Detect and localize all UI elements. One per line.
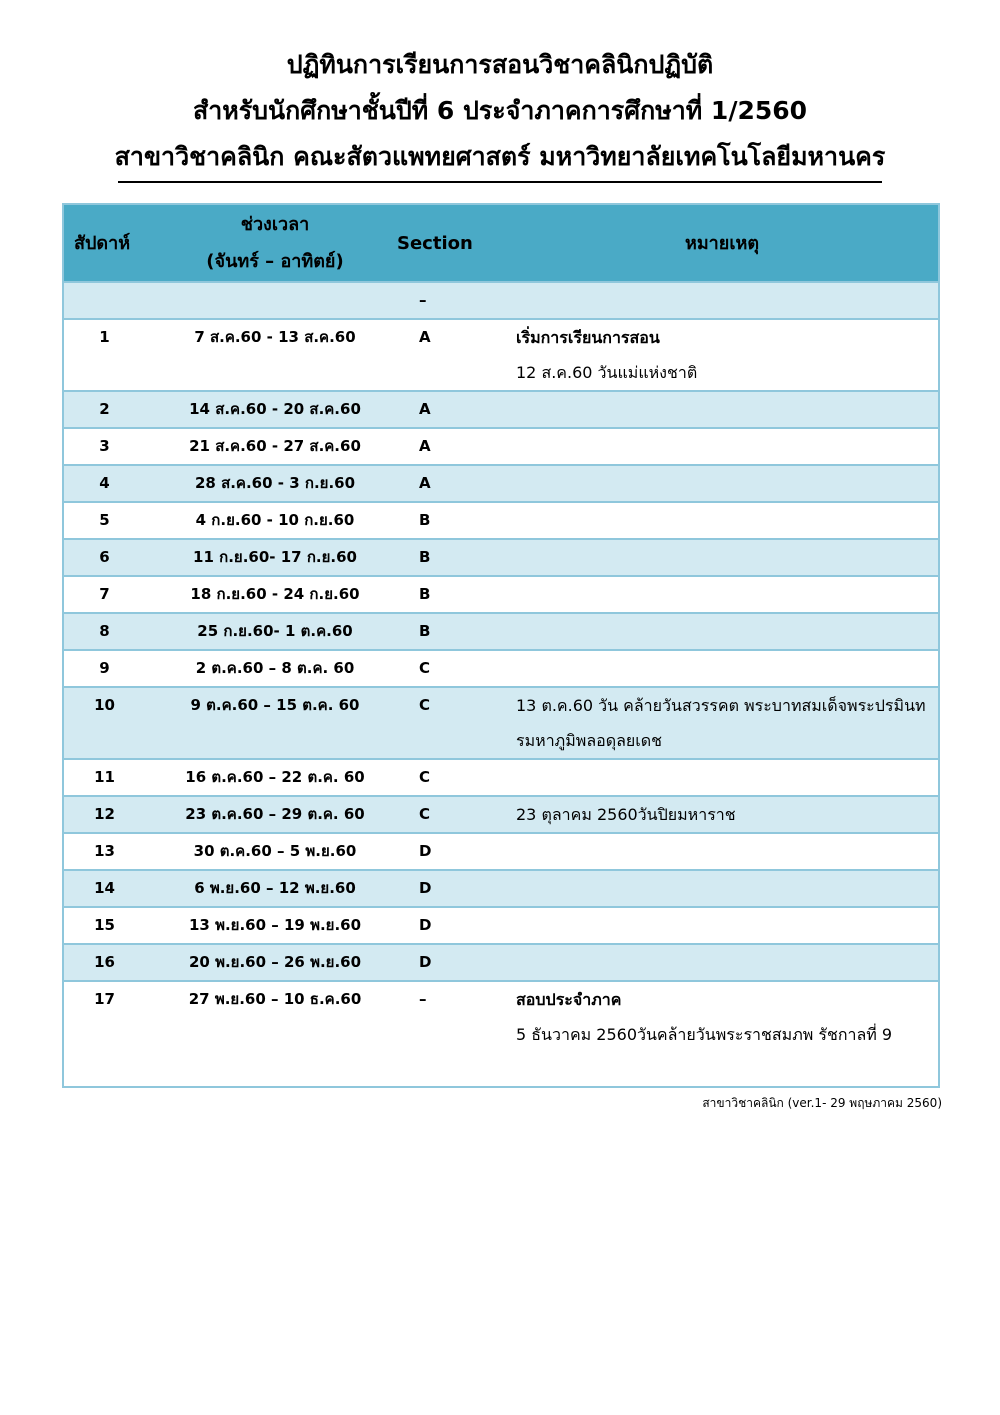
document-header [0, 42, 1000, 180]
section-cell: – [391, 981, 506, 1087]
section-cell: D [391, 907, 506, 944]
week-cell: 6 [63, 539, 159, 576]
week-cell: 17 [63, 981, 159, 1087]
note-cell [506, 907, 939, 944]
date-range-cell: 6 พ.ย.60 – 12 พ.ย.60 [159, 870, 391, 907]
col-range-header-line2: (จันทร์ – อาทิตย์) [206, 251, 344, 272]
date-range-cell: 18 ก.ย.60 - 24 ก.ย.60 [159, 576, 391, 613]
date-range-cell: 9 ต.ค.60 – 15 ต.ค. 60 [159, 687, 391, 759]
date-range-cell: 4 ก.ย.60 - 10 ก.ย.60 [159, 502, 391, 539]
section-cell: A [391, 391, 506, 428]
section-cell: C [391, 650, 506, 687]
note-heading: เริ่มการเรียนการสอน [516, 328, 660, 347]
date-range-cell: 30 ต.ค.60 – 5 พ.ย.60 [159, 833, 391, 870]
table-row [63, 539, 939, 576]
section-cell: A [391, 428, 506, 465]
note-cell [506, 833, 939, 870]
schedule-table [62, 203, 940, 1088]
blank-row [63, 282, 939, 319]
week-cell: 4 [63, 465, 159, 502]
note-cell [506, 759, 939, 796]
week-cell: 15 [63, 907, 159, 944]
date-range-cell: 25 ก.ย.60- 1 ต.ค.60 [159, 613, 391, 650]
week-cell: 11 [63, 759, 159, 796]
note-cell [506, 944, 939, 981]
date-range-cell: 16 ต.ค.60 – 22 ต.ค. 60 [159, 759, 391, 796]
week-cell: 5 [63, 502, 159, 539]
table-row [63, 319, 939, 391]
date-range-cell: 23 ต.ค.60 – 29 ต.ค. 60 [159, 796, 391, 833]
title-divider [118, 181, 882, 183]
section-cell: C [391, 759, 506, 796]
date-range-cell: 11 ก.ย.60- 17 ก.ย.60 [159, 539, 391, 576]
col-range-header-line1: ช่วงเวลา [240, 214, 310, 235]
note-cell [506, 870, 939, 907]
table-row [63, 465, 939, 502]
date-range-cell: 20 พ.ย.60 – 26 พ.ย.60 [159, 944, 391, 981]
note-cell [506, 981, 939, 1087]
note-cell [506, 613, 939, 650]
week-cell: 14 [63, 870, 159, 907]
note-cell [506, 319, 939, 391]
table-row [63, 796, 939, 833]
table-header-row [63, 204, 939, 282]
note-text: 23 ตุลาคม 2560วันปิยมหาราช [516, 805, 736, 824]
date-range-cell: 14 ส.ค.60 - 20 ส.ค.60 [159, 391, 391, 428]
table-row [63, 687, 939, 759]
section-cell: C [391, 687, 506, 759]
week-cell: 9 [63, 650, 159, 687]
note-cell [506, 539, 939, 576]
section-cell: D [391, 870, 506, 907]
table-row [63, 502, 939, 539]
section-cell: D [391, 833, 506, 870]
blank-row-section: – [391, 282, 506, 319]
date-range-cell: 13 พ.ย.60 – 19 พ.ย.60 [159, 907, 391, 944]
table-row [63, 981, 939, 1087]
week-cell: 7 [63, 576, 159, 613]
department-line: สาขาวิชาคลินิก คณะสัตวแพทยศาสตร์ มหาวิทยาลัยเทคโนโลยีมหานคร [114, 142, 886, 171]
table-row [63, 650, 939, 687]
note-cell [506, 502, 939, 539]
section-cell: B [391, 502, 506, 539]
table-row [63, 613, 939, 650]
col-range-header [159, 204, 391, 282]
section-cell: B [391, 576, 506, 613]
week-cell: 16 [63, 944, 159, 981]
date-range-cell: 21 ส.ค.60 - 27 ส.ค.60 [159, 428, 391, 465]
col-note-header: หมายเหตุ [506, 204, 939, 282]
section-cell: C [391, 796, 506, 833]
date-range-cell: 7 ส.ค.60 - 13 ส.ค.60 [159, 319, 391, 391]
week-cell: 1 [63, 319, 159, 391]
date-range-cell: 27 พ.ย.60 – 10 ธ.ค.60 [159, 981, 391, 1087]
week-cell: 3 [63, 428, 159, 465]
week-cell: 2 [63, 391, 159, 428]
week-cell: 10 [63, 687, 159, 759]
table-row [63, 944, 939, 981]
date-range-cell: 2 ต.ค.60 – 8 ต.ค. 60 [159, 650, 391, 687]
version-footer: สาขาวิชาคลินิก (ver.1- 29 พฤษภาคม 2560) [702, 1096, 942, 1110]
week-cell: 12 [63, 796, 159, 833]
section-cell: A [391, 465, 506, 502]
table-row [63, 907, 939, 944]
week-cell: 13 [63, 833, 159, 870]
col-section-header: Section [391, 204, 506, 282]
section-cell: A [391, 319, 506, 391]
date-range-cell: 28 ส.ค.60 - 3 ก.ย.60 [159, 465, 391, 502]
note-text: 12 ส.ค.60 วันแม่แห่งชาติ [516, 363, 698, 382]
note-cell [506, 465, 939, 502]
note-cell [506, 428, 939, 465]
note-heading: สอบประจำภาค [516, 990, 622, 1009]
section-cell: D [391, 944, 506, 981]
table-row [63, 833, 939, 870]
section-cell: B [391, 613, 506, 650]
note-cell [506, 650, 939, 687]
note-cell [506, 796, 939, 833]
document-title: ปฏิทินการเรียนการสอนวิชาคลินิกปฏิบัติ [286, 50, 714, 79]
note-cell [506, 687, 939, 759]
note-text: 5 ธันวาคม 2560วันคล้ายวันพระราชสมภพ รัชกาลที่ 9 [516, 1025, 893, 1044]
week-cell: 8 [63, 613, 159, 650]
table-row [63, 391, 939, 428]
table-row [63, 759, 939, 796]
note-cell [506, 576, 939, 613]
document-subtitle: สำหรับนักศึกษาชั้นปีที่ 6 ประจำภาคการศึกษาที่ 1/2560 [192, 96, 808, 125]
note-cell [506, 391, 939, 428]
note-text: 13 ต.ค.60 วัน คล้ายวันสวรรคต พระบาทสมเด็จพระปรมินทรมหาภูมิพลอดุลยเดช [516, 696, 926, 750]
section-cell: B [391, 539, 506, 576]
table-row [63, 428, 939, 465]
table-row [63, 870, 939, 907]
table-row [63, 576, 939, 613]
col-week-header: สัปดาห์ [63, 204, 159, 282]
